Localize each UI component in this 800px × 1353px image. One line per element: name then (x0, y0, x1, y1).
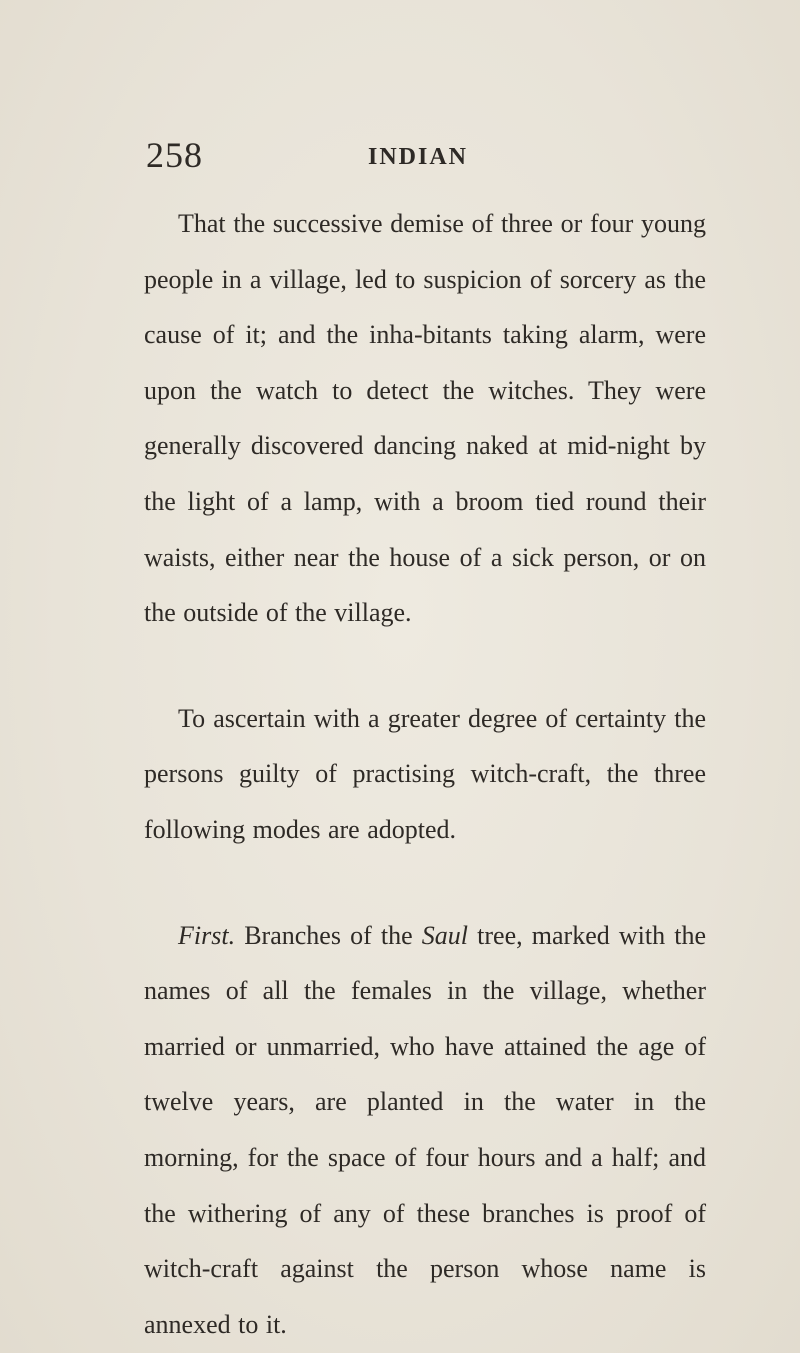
paragraph-3-part1: Branches of the (235, 920, 422, 950)
running-head: INDIAN (368, 144, 469, 170)
paragraph-3 (144, 908, 706, 1353)
paragraph-1: That the successive demise of three or four young people in a village, led to suspicion of sorcery as the cause of it; and the inha-bitants taking alarm, were upon the watch to detect the witches. They were generally discovered dancing naked at mid-night by the light of a lamp, with a broom tied round their waists, either near the house of a sick person, or on the outside of the village. (144, 209, 706, 628)
page-number: 258 (146, 135, 203, 175)
paragraph-3-part2: tree, marked with the names of all the females in the village, whether married or unmarried, who have attained the age of twelve years, are planted in the water in the morning, for the space of four hours and a half; and the withering of any of these branches is proof of witch-craft against the person whose name is annexed to it. (144, 920, 706, 1339)
paragraph-2: To ascertain with a greater degree of certainty the persons guilty of practising witch-craft, the three following modes are adopted. (144, 703, 706, 844)
page-header (146, 130, 746, 180)
paragraph-3-lead: First. (178, 920, 236, 950)
body-text (144, 196, 706, 1352)
paragraph-3-term: Saul (421, 920, 469, 950)
